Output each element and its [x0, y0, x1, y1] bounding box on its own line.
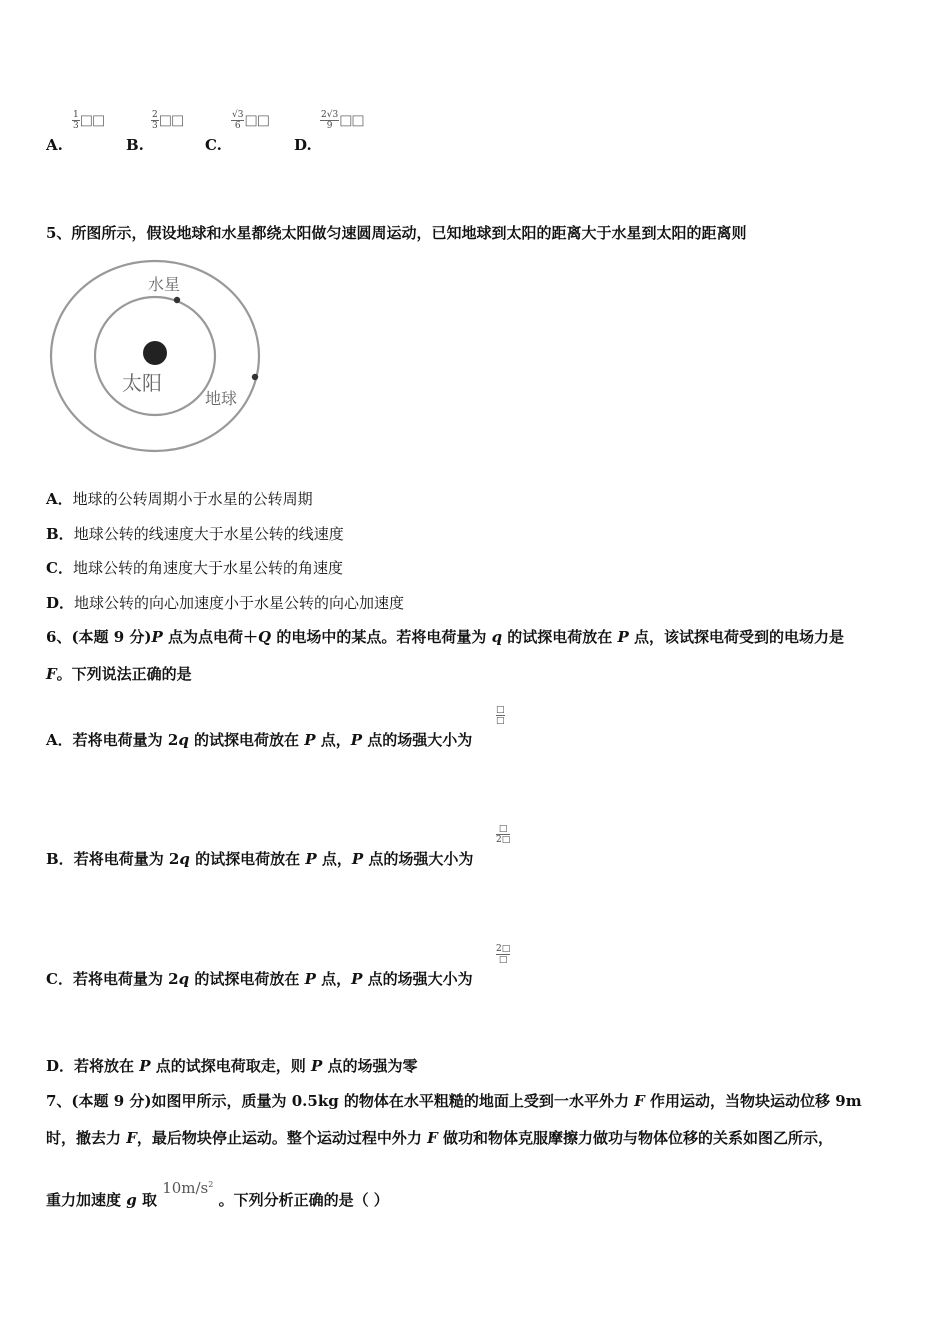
orbit-diagram	[48, 256, 273, 456]
fraction: $\frac{√3}{6}$	[232, 110, 244, 131]
q4-option-a-value: $\frac{1}{3}$ □□	[73, 110, 105, 131]
fraction: $\frac{2√3}{9}$	[321, 110, 339, 131]
q4-option-c-label[interactable]: C.	[205, 136, 222, 154]
q4-option-d-value: $\frac{2√3}{9}$ □□	[321, 110, 364, 131]
q5-option-a[interactable]: A．地球的公转周期小于水星的公转周期	[46, 490, 313, 508]
q6-stem-line1: 6、(本题 9 分)P 点为点电荷＋Q 的电场中的某点。若将电荷量为 q 的试探电荷放在 P 点，该试探电荷受到的电场力是	[46, 628, 845, 646]
gravity-value: $10m/s^2$	[162, 1179, 214, 1197]
q5-option-d[interactable]: D．地球公转的向心加速度小于水星公转的向心加速度	[46, 594, 405, 612]
q6-option-a-fraction: □ □	[496, 705, 505, 726]
q6-option-c-fraction: 2□ □	[496, 944, 511, 965]
q5-stem: 5、所图所示，假设地球和水星都绕太阳做匀速圆周运动，已知地球到太阳的距离大于水星到太阳的距离则	[46, 224, 747, 242]
sun-icon	[143, 341, 167, 365]
sun-label: 太阳	[122, 371, 162, 395]
fraction: $\frac{1}{3}$	[73, 110, 79, 131]
q4-option-b-value: $\frac{2}{3}$ □□	[152, 110, 184, 131]
q7-stem-line2: 时，撤去力 F，最后物块停止运动。整个运动过程中外力 F 做功和物体克服摩擦力做功与物体位移的关系如图乙所示，	[46, 1129, 834, 1147]
q4-option-c-value: $\frac{√3}{6}$ □□	[232, 110, 269, 131]
earth-dot	[252, 374, 258, 380]
mercury-label: 水星	[148, 275, 181, 294]
q5-option-b[interactable]: B．地球公转的线速度大于水星公转的线速度	[46, 525, 344, 543]
q7-stem-line3: 重力加速度 g 取 $10m/s^2$ 。下列分析正确的是（ ）	[46, 1179, 389, 1209]
q6-option-b[interactable]: B．若将电荷量为 2q 的试探电荷放在 P 点，P 点的场强大小为	[46, 850, 474, 868]
q4-option-b-label[interactable]: B.	[126, 136, 144, 154]
mercury-dot	[174, 297, 180, 303]
earth-label: 地球	[205, 389, 238, 408]
fraction: $\frac{2}{3}$	[152, 110, 158, 131]
q4-option-a-label[interactable]: A.	[46, 136, 63, 154]
q4-option-d-label[interactable]: D.	[294, 136, 312, 154]
q7-stem-line1: 7、(本题 9 分)如图甲所示，质量为 0.5kg 的物体在水平粗糙的地面上受到一水平外力 F 作用运动，当物块运动位移 9m	[46, 1092, 862, 1110]
q6-option-a[interactable]: A．若将电荷量为 2q 的试探电荷放在 P 点，P 点的场强大小为	[46, 731, 473, 749]
q5-option-c[interactable]: C．地球公转的角速度大于水星公转的角速度	[46, 559, 343, 577]
q6-stem-line2: F。下列说法正确的是	[46, 665, 192, 683]
q6-option-d[interactable]: D．若将放在 P 点的试探电荷取走，则 P 点的场强为零	[46, 1057, 418, 1075]
q6-option-b-fraction: □ 2□	[496, 824, 511, 845]
q6-option-c[interactable]: C．若将电荷量为 2q 的试探电荷放在 P 点，P 点的场强大小为	[46, 970, 473, 988]
